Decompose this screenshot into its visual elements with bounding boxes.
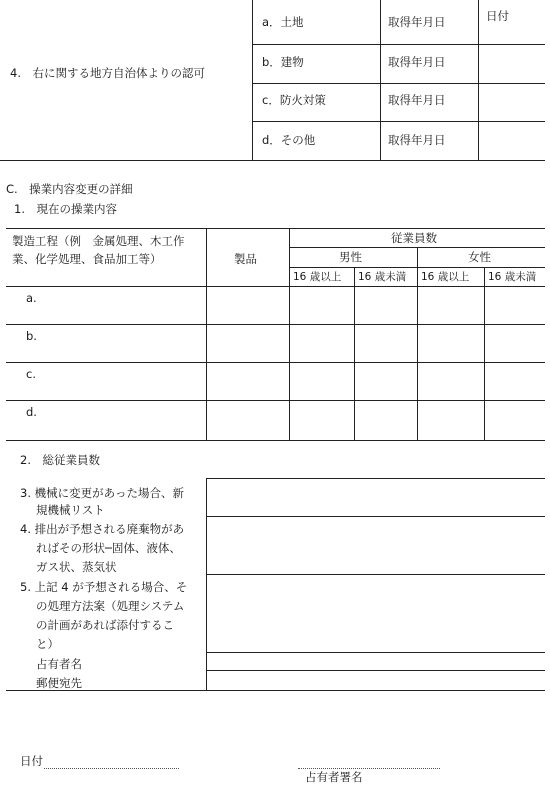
signature-line bbox=[298, 768, 440, 769]
age-male-16-over: 16 歳以上 bbox=[293, 271, 342, 283]
machinery-label-line2: 規機械リスト bbox=[36, 503, 105, 517]
item-other: d．その他 bbox=[262, 133, 316, 147]
item-fire: c．防火対策 bbox=[262, 93, 326, 107]
table-row-d: d. bbox=[26, 405, 37, 419]
section-c-sub1: 1. 現在の操業内容 bbox=[14, 202, 117, 216]
item-land: a．土地 bbox=[262, 15, 304, 29]
section4-label: 4. 右に関する地方自治体よりの認可 bbox=[10, 66, 205, 80]
table-row-c: c. bbox=[26, 367, 36, 381]
acq-date-fire: 取得年月日 bbox=[388, 93, 446, 107]
footer-date-line bbox=[44, 768, 179, 769]
table-row-a: a. bbox=[26, 291, 37, 305]
process-header-line2: 業、化学処理、食品加工等） bbox=[12, 252, 162, 266]
employees-header: 従業員数 bbox=[391, 231, 437, 245]
acq-date-other: 取得年月日 bbox=[388, 133, 446, 147]
process-header-line1: 製造工程（例 金属処理、木工作 bbox=[12, 234, 185, 248]
waste-label-line3: ガス状、蒸気状 bbox=[36, 560, 117, 574]
waste-label-line2: ればその形状─固体、液体、 bbox=[36, 541, 181, 555]
acq-date-land: 取得年月日 bbox=[388, 15, 446, 29]
age-female-16-over: 16 歳以上 bbox=[421, 271, 470, 283]
treatment-label-line1: 5. 上記 4 が予想される場合、そ bbox=[20, 580, 188, 594]
mailing-address-label: 郵便宛先 bbox=[36, 676, 82, 690]
treatment-label-line2: の処理方法案（処理システム bbox=[36, 599, 185, 613]
footer-date-label: 日付 bbox=[20, 754, 43, 768]
age-male-16-under: 16 歳未満 bbox=[358, 271, 407, 283]
treatment-label-line3: の計画があれば添付するこ bbox=[36, 618, 174, 632]
date-header: 日付 bbox=[486, 9, 509, 23]
machinery-label-line1: 3. 機械に変更があった場合、新 bbox=[20, 486, 185, 500]
signature-label: 占有者署名 bbox=[305, 770, 363, 784]
treatment-label-line4: と） bbox=[36, 637, 59, 651]
age-female-16-under: 16 歳未満 bbox=[488, 271, 537, 283]
table-row-b: b. bbox=[26, 329, 37, 343]
occupant-name-label: 占有者名 bbox=[36, 657, 82, 671]
male-header: 男性 bbox=[339, 250, 362, 264]
product-header: 製品 bbox=[234, 252, 257, 266]
female-header: 女性 bbox=[468, 250, 491, 264]
section-c-title: C. 操業内容変更の詳細 bbox=[6, 182, 133, 196]
acq-date-building: 取得年月日 bbox=[388, 55, 446, 69]
waste-label-line1: 4. 排出が予想される廃棄物があ bbox=[20, 522, 185, 536]
item-building: b．建物 bbox=[262, 55, 304, 69]
total-employees-label: 2. 総従業員数 bbox=[20, 453, 100, 467]
